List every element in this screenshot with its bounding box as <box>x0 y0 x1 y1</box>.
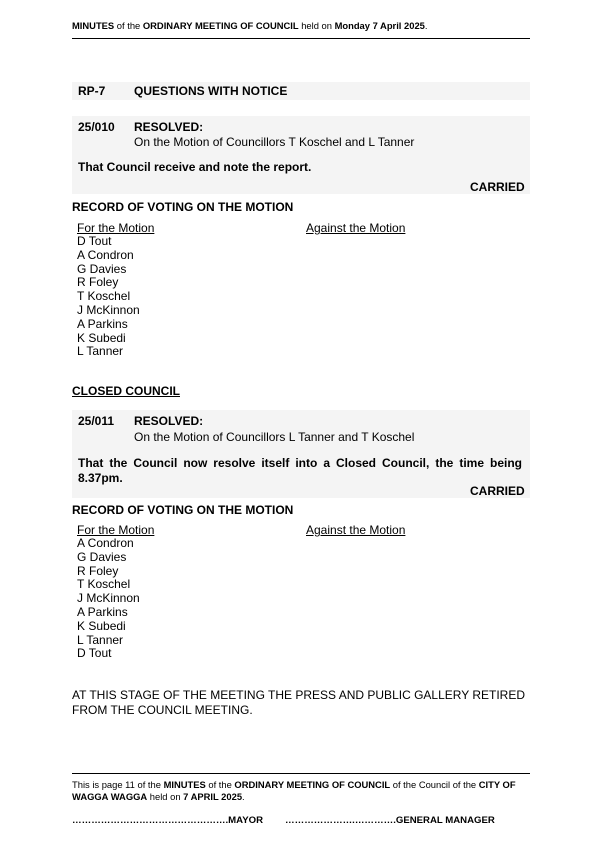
footer-date: 7 APRIL 2025 <box>183 791 243 802</box>
footer-page-note <box>72 779 532 803</box>
signature-lines <box>72 815 532 826</box>
voting-1-heading: RECORD OF VOTING ON THE MOTION <box>72 200 294 214</box>
page-header <box>72 20 530 31</box>
footer-text-2: of the <box>205 779 235 790</box>
resolution-2-status: CARRIED <box>470 484 525 498</box>
mayor-signature-line: ………………………………………….MAYOR <box>72 815 263 826</box>
voter-name: J McKinnon <box>77 591 140 606</box>
closed-council-heading: CLOSED COUNCIL <box>72 384 180 398</box>
voter-name: L Tanner <box>77 344 124 359</box>
footer-divider <box>72 773 530 774</box>
voting-2-against-label: Against the Motion <box>306 523 406 537</box>
header-period: . <box>424 20 428 31</box>
footer-text-1: This is page 11 of the <box>72 779 164 790</box>
footer-minutes: MINUTES <box>163 779 206 790</box>
voter-name: R Foley <box>77 275 119 290</box>
voter-name: K Subedi <box>77 618 126 633</box>
voting-2-for-label: For the Motion <box>77 523 155 537</box>
resolution-1-motion: On the Motion of Councillors T Koschel and L Tanner <box>134 135 415 149</box>
voter-name: R Foley <box>77 563 119 578</box>
resolution-1-number: 25/010 <box>78 120 115 134</box>
voting-2-for-list <box>77 537 140 661</box>
general-manager-signature-line: ………………….………….GENERAL MANAGER <box>285 815 495 826</box>
voter-name: T Koschel <box>77 289 131 304</box>
voter-name: J McKinnon <box>77 302 140 317</box>
voter-name: D Tout <box>77 646 112 661</box>
voter-name: G Davies <box>77 549 127 564</box>
header-date: Monday 7 April 2025 <box>334 20 425 31</box>
resolution-1-status: CARRIED <box>470 180 525 194</box>
voter-name: A Condron <box>77 536 134 550</box>
press-gallery-note: AT THIS STAGE OF THE MEETING THE PRESS AND PUBLIC GALLERY RETIRED FROM THE COUNCIL MEETING. <box>72 688 525 717</box>
header-meeting-type: ORDINARY MEETING OF COUNCIL <box>142 20 299 31</box>
footer-council-name: CITY OF WAGGA WAGGA <box>72 779 516 802</box>
footer-period: . <box>242 791 245 802</box>
header-minutes: MINUTES <box>72 20 115 31</box>
footer-text-3: of the Council of the <box>390 779 479 790</box>
header-of: of the <box>114 20 143 31</box>
voter-name: A Parkins <box>77 604 128 619</box>
voter-name: T Koschel <box>77 577 131 592</box>
resolution-1-label: RESOLVED: <box>134 120 204 134</box>
voter-name: G Davies <box>77 261 127 276</box>
voter-name: D Tout <box>77 234 112 248</box>
voter-name: A Parkins <box>77 316 128 331</box>
voting-1-for-label: For the Motion <box>77 221 155 235</box>
voter-name: A Condron <box>77 247 134 262</box>
footer-text-4: held on <box>147 791 184 802</box>
resolution-2-text: That the Council now resolve itself into a Closed Council, the time being 8.37pm. <box>78 456 522 485</box>
resolution-1-text: That Council receive and note the report. <box>78 160 312 174</box>
rp-code: RP-7 <box>78 84 106 98</box>
footer-meeting-type: ORDINARY MEETING OF COUNCIL <box>234 779 391 790</box>
voting-1-against-label: Against the Motion <box>306 221 406 235</box>
voter-name: K Subedi <box>77 330 126 345</box>
rp-title: QUESTIONS WITH NOTICE <box>134 84 288 98</box>
resolution-2-motion: On the Motion of Councillors L Tanner and T Koschel <box>134 430 415 444</box>
voter-name: L Tanner <box>77 632 124 647</box>
voting-1-for-list <box>77 235 140 359</box>
voting-2-heading: RECORD OF VOTING ON THE MOTION <box>72 503 294 517</box>
header-held-on: held on <box>298 20 335 31</box>
header-divider <box>72 38 530 39</box>
resolution-2-label: RESOLVED: <box>134 414 204 428</box>
resolution-2-number: 25/011 <box>78 414 115 428</box>
